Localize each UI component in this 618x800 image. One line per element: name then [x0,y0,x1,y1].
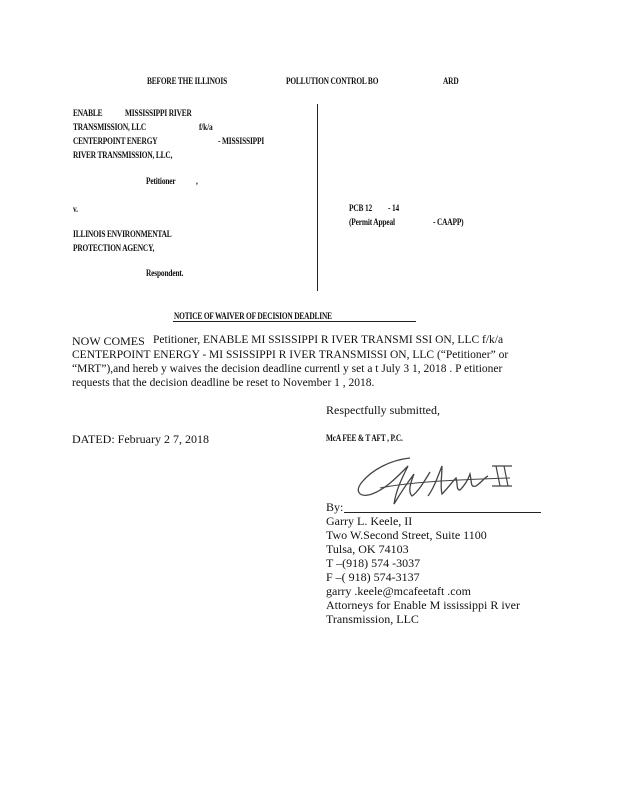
by-label: By: [326,500,344,514]
petitioner-comma: , [196,176,198,186]
header-part-2: POLLUTION CONTROL BO [286,76,379,86]
respectfully-submitted: Respectfully submitted, [326,403,440,417]
address-line-1: Two W.Second Street, Suite 1100 [326,528,487,542]
petitioner-line: - MISSISSIPPI [218,136,265,146]
petitioner-line: TRANSMISSION, LLC [73,122,147,132]
body-line-1a: NOW COMES [72,334,145,348]
petitioner-line: MISSISSIPPI RIVER [125,108,192,118]
signer-name: Garry L. Keele, II [326,514,413,528]
dated-line: DATED: February 2 7, 2018 [72,432,209,446]
header-part-1: BEFORE THE ILLINOIS [147,76,228,86]
respondent-line: ILLINOIS ENVIRONMENTAL [73,229,172,239]
body-line-3: “MRT”),and hereb y waives the decision deadline currentl y set a t July 3 1, 2018 . P etitioner [72,363,503,375]
petitioner-line: f/k/a [199,122,213,132]
petitioner-label: Petitioner [146,176,176,186]
fax: F –( 918) 574-3137 [326,570,420,584]
attorneys-line-1: Attorneys for Enable M ississippi R iver [326,598,520,612]
body-line-1b: Petitioner, ENABLE MI SSISSIPPI R IVER TRANSMI SSI ON, LLC f/k/a [153,334,504,346]
respondent-label: Respondent. [146,268,184,278]
notice-title-underline [173,321,416,322]
caption-divider [317,104,318,291]
respondent-line: PROTECTION AGENCY, [73,243,155,253]
attorneys-line-2: Transmission, LLC [326,612,419,626]
case-number-b: - 14 [388,203,400,213]
handwritten-signature [350,452,530,510]
header-part-3: ARD [443,76,459,86]
case-type-b: - CAAPP) [433,217,464,227]
petitioner-line: RIVER TRANSMISSION, LLC, [73,150,173,160]
case-number-a: PCB 12 [349,203,373,213]
telephone: T –(918) 574 -3037 [326,556,421,570]
address-line-2: Tulsa, OK 74103 [326,542,409,556]
signature-line [344,512,541,513]
case-type-a: (Permit Appeal [349,217,395,227]
firm-name: McA FEE & T AFT , P.C. [326,433,403,443]
body-line-2: CENTERPOINT ENERGY - MI SSISSIPPI R IVER TRANSMISSI ON, LLC (“Petitioner” or [72,349,509,361]
petitioner-line: ENABLE [73,108,103,118]
email: garry .keele@mcafeetaft .com [326,584,471,598]
body-line-4: requests that the decision deadline be reset to November 1 , 2018. [72,377,375,389]
petitioner-line: CENTERPOINT ENERGY [73,136,158,146]
notice-title: NOTICE OF WAIVER OF DECISION DEADLINE [174,311,332,321]
versus-label: v. [73,204,78,214]
